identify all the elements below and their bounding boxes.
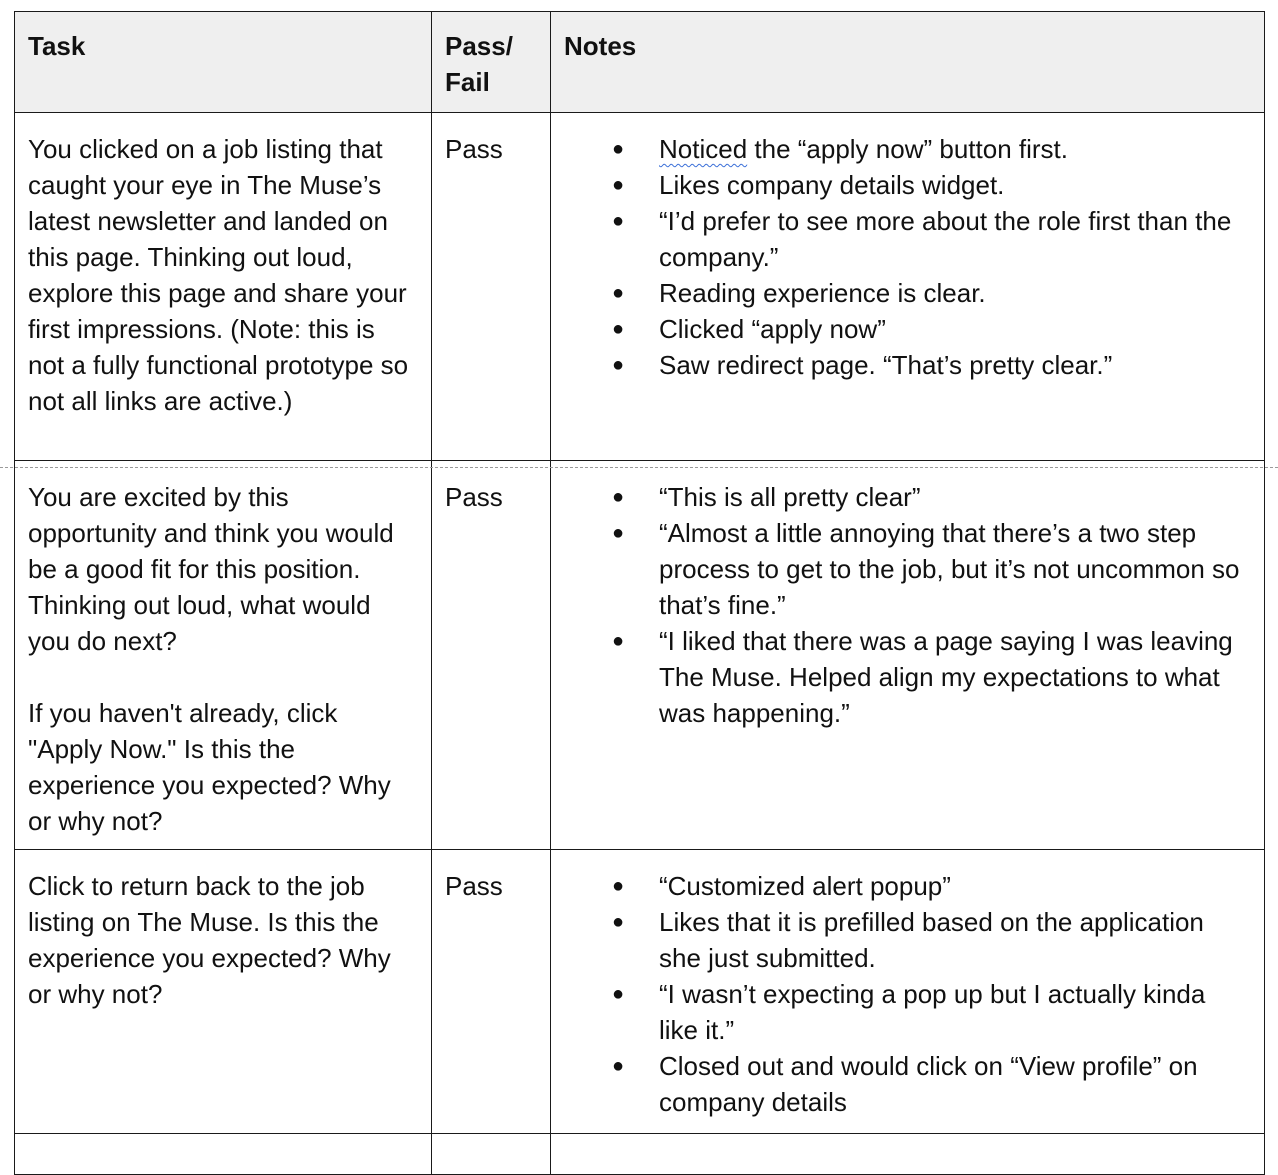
task-cell <box>15 461 432 850</box>
note-item: ● “I liked that there was a page saying I was leaving The Muse. Helped align my expectations to what was happening.” <box>659 623 1251 731</box>
notes-cell <box>551 850 1265 1134</box>
notes-cell <box>551 461 1265 850</box>
task-cell <box>15 113 432 461</box>
note-item: ● Saw redirect page. “That’s pretty clear.” <box>659 347 1251 383</box>
notes-list <box>564 131 1251 383</box>
note-item: ● “Customized alert popup” <box>659 868 1251 904</box>
task-text: Click to return back to the job listing on The Muse. Is this the experience you expected? Why or why not? <box>28 871 391 1009</box>
header-notes: Notes <box>551 12 1265 113</box>
page-break-line <box>0 467 1278 468</box>
table-row <box>15 850 1265 1134</box>
result-cell: Pass <box>432 850 551 1134</box>
usability-results-table <box>14 11 1265 1175</box>
note-item: ● Likes that it is prefilled based on the application she just submitted. <box>659 904 1251 976</box>
task-text: If you haven't already, click "Apply Now." Is this the experience you expected? Why or why not? <box>28 698 391 836</box>
note-item: ● Clicked “apply now” <box>659 311 1251 347</box>
notes-list <box>564 868 1251 1120</box>
result-cell: Pass <box>432 113 551 461</box>
table-row <box>15 113 1265 461</box>
result-cell <box>432 1134 551 1175</box>
task-cell <box>15 850 432 1134</box>
table-row <box>15 461 1265 850</box>
notes-cell <box>551 1134 1265 1175</box>
note-item: ● “I’d prefer to see more about the role first than the company.” <box>659 203 1251 275</box>
table-row-partial <box>15 1134 1265 1175</box>
note-item: ● Closed out and would click on “View profile” on company details <box>659 1048 1251 1120</box>
note-item: ● Likes company details widget. <box>659 167 1251 203</box>
note-item: ● Reading experience is clear. <box>659 275 1251 311</box>
header-task: Task <box>15 12 432 113</box>
task-cell <box>15 1134 432 1175</box>
result-cell: Pass <box>432 461 551 850</box>
spellcheck-flagged-word[interactable]: Noticed <box>659 134 748 164</box>
header-pass-fail: Pass/ Fail <box>432 12 551 113</box>
note-text: the “apply now” button first. <box>747 134 1068 164</box>
notes-list <box>564 479 1251 731</box>
note-item <box>659 131 1251 167</box>
notes-cell <box>551 113 1265 461</box>
table-header-row <box>15 12 1265 113</box>
task-text: You clicked on a job listing that caught your eye in The Muse’s latest newsletter and landed on this page. Thinking out loud, explore this page and share your first impressions. (Note: this is not a fully functional prototype so not all links are active.) <box>28 134 409 416</box>
note-item: ● “Almost a little annoying that there’s a two step process to get to the job, but it’s not uncommon so that’s fine.” <box>659 515 1251 623</box>
task-text: You are excited by this opportunity and think you would be a good fit for this position. Thinking out loud, what would you do next? <box>28 482 394 656</box>
note-item: ● “I wasn’t expecting a pop up but I actually kinda like it.” <box>659 976 1251 1048</box>
note-item: ● “This is all pretty clear” <box>659 479 1251 515</box>
